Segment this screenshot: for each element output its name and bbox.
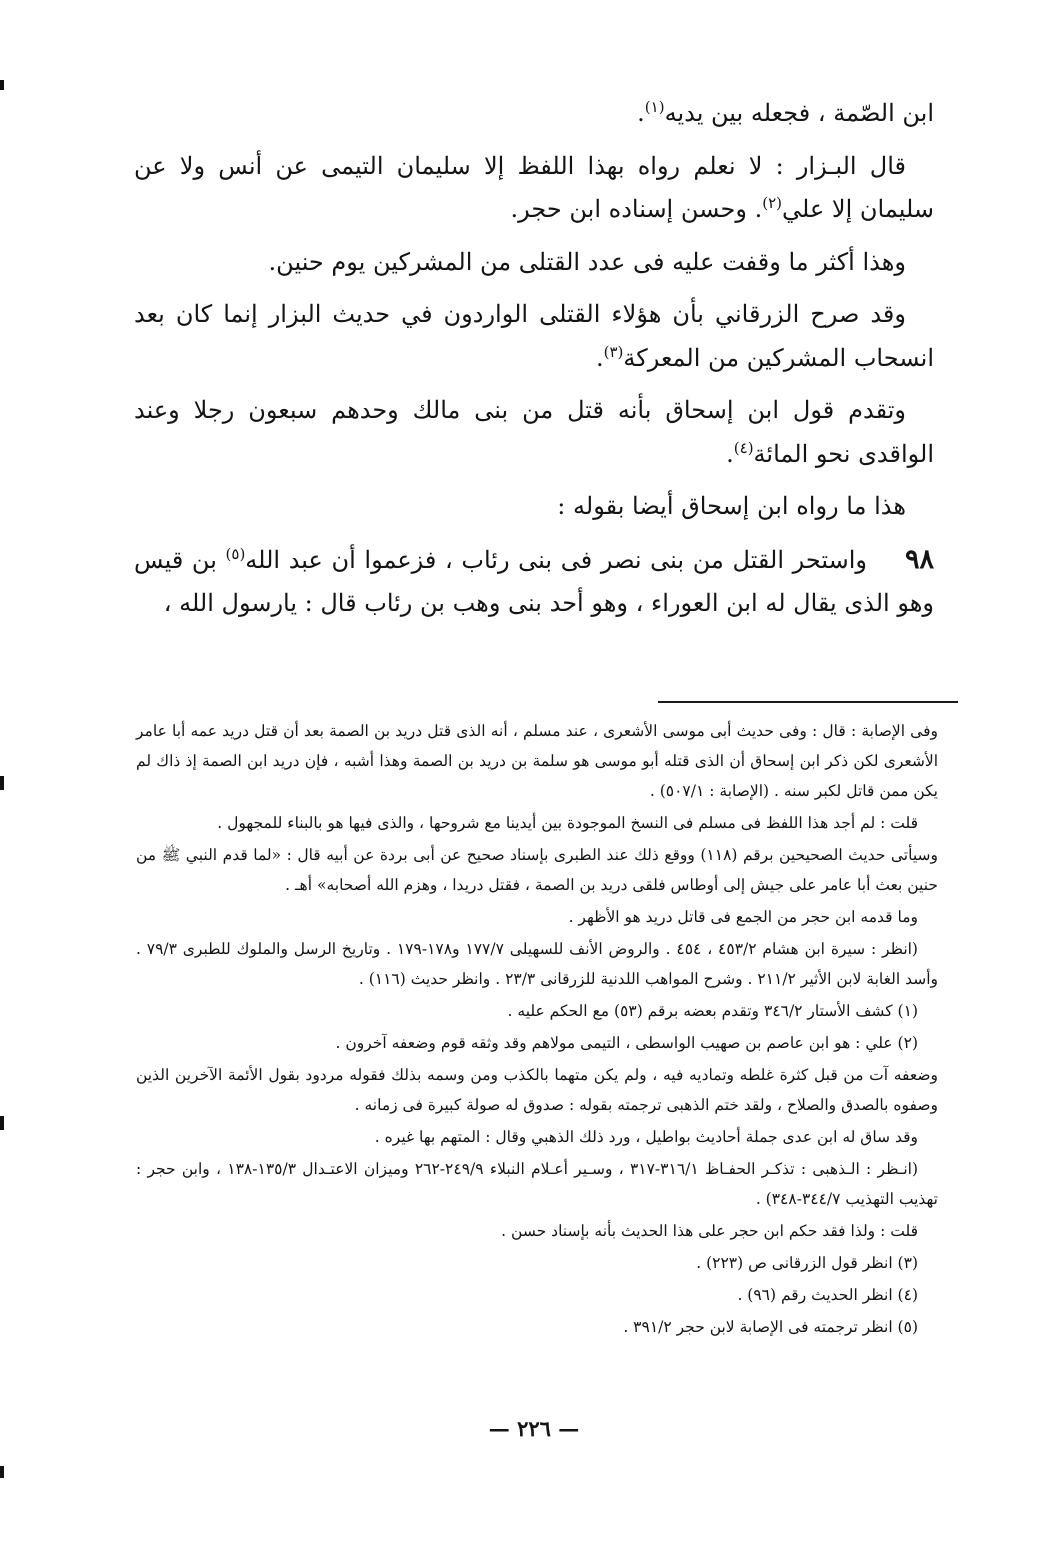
- footnote-divider: [658, 701, 958, 703]
- paragraph: [134, 485, 934, 529]
- footnote-text: قلت : ولذا فقد حكم ابن حجر على هذا الحديث بأنه بإسناد حسن .: [501, 1222, 918, 1240]
- paragraph-text: واستحر القتل من بنى نصر فى بنى رئاب ، فزعموا أن عبد الله: [245, 545, 867, 574]
- paragraph-text: .: [637, 99, 645, 127]
- footnote-ref: (٢): [762, 194, 782, 212]
- main-text: [134, 92, 934, 635]
- footnote-entry: (٣) انظر قول الزرقانى ص (٢٢٣) .: [696, 1254, 918, 1272]
- scan-edge-mark: [0, 1466, 4, 1478]
- footnote-ref: (٤): [733, 438, 754, 457]
- scan-edge-mark: [0, 776, 4, 790]
- paragraph-text: قال البـزار : لا نعلم رواه بهذا اللفظ إلا سليمان التيمى عن أنس ولا عن سليمان إلا علي: [134, 151, 934, 223]
- paragraph: [134, 92, 934, 136]
- paragraph-text: . وحسن إسناده ابن حجر.: [510, 195, 763, 223]
- paragraph-text: وتقدم قول ابن إسحاق بأنه قتل من بنى مالك وحدهم سبعون رجلا وعند الواقدى نحو المائة: [134, 396, 934, 468]
- footnote-text: وضعفه آت من قبل كثرة غلطه وتماديه فيه ، ولم يكن متهما بالكذب ومن وسمه بذلك فقوله مردود بقول الأئمة الآخرين الذين وصفوه بالصدق والصلاح ، ولقد ختم الذهبى ترجمته بقوله : صدوق له صولة كبيرة فى زمانه .: [136, 1066, 938, 1114]
- paragraph-text: ابن الصّمة ، فجعله بين يديه: [664, 99, 934, 127]
- paragraph-text: .: [595, 343, 604, 372]
- paragraph-text: وقد صرح الزرقاني بأن هؤلاء القتلى الواردون في حديث البزار إنما كان بعد انسحاب المشركين من المعركة: [134, 300, 934, 372]
- scan-edge-mark: [0, 80, 4, 90]
- paragraph: [134, 145, 934, 232]
- footnote-entry: (٢) علي : هو ابن عاصم بن صهيب الواسطى ، التيمى مولاهم وقد وثقه قوم وضعفه آخرون .: [335, 1034, 918, 1052]
- page-number: — ٢٢٦ —: [488, 1416, 580, 1441]
- paragraph-text: وهذا أكثر ما وقفت عليه فى عدد القتلى من المشركين يوم حنين.: [268, 247, 906, 276]
- footnote-text: قلت : لم أجد هذا اللفظ فى مسلم فى النسخ الموجودة بين أيدينا مع شروحها ، والذى فيها هو بالبناء للمجهول .: [217, 814, 918, 832]
- scan-edge-mark: [0, 1116, 4, 1130]
- footnote-entry: (٤) انظر الحديث رقم (٩٦) .: [737, 1286, 918, 1304]
- hadith-number: ٩٨: [904, 543, 934, 575]
- footnote-ref: (٣): [603, 342, 624, 361]
- paragraph: [134, 293, 934, 380]
- footnote-text: وسيأتى حديث الصحيحين برقم (١١٨) ووقع ذلك عند الطبرى بإسناد صحيح عن أبى بردة عن أبيه قال : «لما قدم النبي ﷺ من حنين بعث أبا عامر على جيش إلى أوطاس فلقى دريد بن الصمة ، فقتل دريدا ، وهزم الله أصحابه» أهـ .: [136, 846, 938, 894]
- paragraph: [134, 241, 934, 285]
- paragraph-text: .: [726, 439, 734, 468]
- footnote-entry: (٥) انظر ترجمته فى الإصابة لابن حجر ٣٩١/٢ .: [623, 1318, 918, 1336]
- footnotes: [136, 716, 938, 1344]
- footnote-ref: (١): [644, 98, 665, 116]
- footnote-entry: (١) كشف الأستار ٣٤٦/٢ وتقدم بعضه برقم (٥٣) مع الحكم عليه .: [507, 1002, 918, 1020]
- footnote-text: وقد ساق له ابن عدى جملة أحاديث بواطيل ، ورد ذلك الذهبي وقال : المتهم بها غيره .: [374, 1128, 918, 1146]
- footnote-text: وما قدمه ابن حجر من الجمع فى قاتل دريد هو الأظهر .: [568, 908, 918, 926]
- paragraph-text: هذا ما رواه ابن إسحاق أيضا بقوله :: [557, 492, 906, 520]
- paragraph-text: بن قيس وهو الذى يقال له ابن العوراء ، وهو أحد بنى وهب بن رئاب قال : يارسول الله ،: [134, 545, 934, 617]
- hadith-paragraph: [134, 538, 934, 626]
- footnote-text: (انـظر : الـذهبى : تذكـر الحفـاظ ٣١٦/١-٣١٧ ، وسـير أعـلام النبلاء ٢٤٩/٩-٢٦٢ وميزان الاعتـدال ١٣٥/٣-١٣٨ ، وابن حجر : تهذيب التهذيب ٣٤٤/٧-٣٤٨) .: [136, 1160, 938, 1208]
- paragraph: [134, 389, 934, 476]
- footnote-ref: (٥): [225, 544, 246, 563]
- footnote-text: (انظر : سيرة ابن هشام ٤٥٣/٢ ، ٤٥٤ . والروض الأنف للسهيلى ١٧٧/٧ و١٧٨-١٧٩ . وتاريخ الرسل والملوك للطبرى ٧٩/٣ . وأسد الغابة لابن الأثير ٢١١/٢ . وشرح المواهب اللدنية للزرقانى ٢٣/٣ . وانظر حديث (١١٦) .: [136, 940, 938, 988]
- footnote-text: وفى الإصابة : قال : وفى حديث أبى موسى الأشعرى ، عند مسلم ، أنه الذى قتل دريد بن الصمة بعد أن قتل دريد عمه أبا عامر الأشعرى لكن ذكر ابن إسحاق أن الذى قتله أبو موسى هو سلمة بن دريد بن الصمة وهذا أشبه ، فإن دريد ابن الصمة إذ ذاك لم يكن ممن قاتل لكبر سنه . (الإصابة : ٥٠٧/١) .: [136, 722, 938, 800]
